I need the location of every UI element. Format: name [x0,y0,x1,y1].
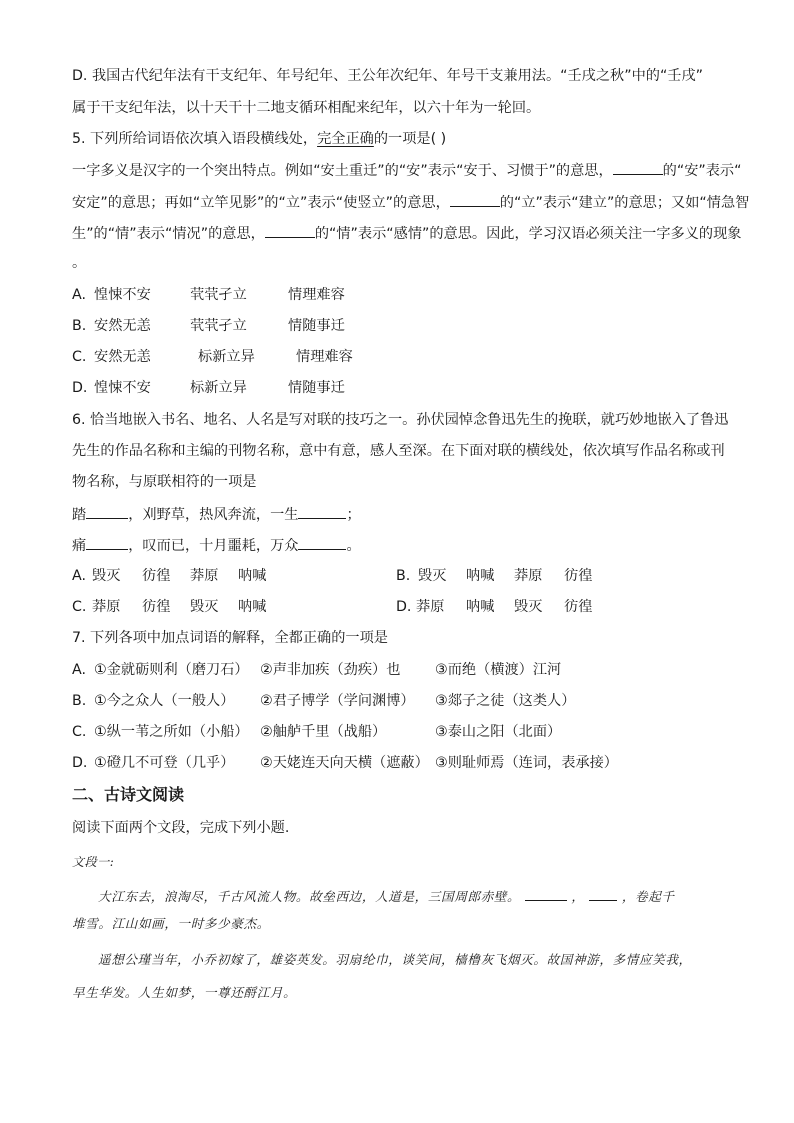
option-word: 标新立异 [198,349,255,365]
option-word: 呐喊 [466,599,495,615]
option-word: 惶悚不安 [94,380,151,396]
q5-text: 安定”的意思；再如“立竿见影”的“立”表示“使竖立”的意思， [72,195,450,211]
option-word: 情随事迁 [288,380,345,396]
q5-stem-part1: 5. 下列所给词语依次填入语段横线处， [72,131,318,147]
q5-text: 生”的“情”表示“情况”的意思， [72,226,265,242]
poem-stanza2-line1: 遥想公瑾当年，小乔初嫁了，雄姿英发。羽扇纶巾，谈笑间，樯橹灰飞烟灭。故国神游，多情应笑我， [98,952,692,967]
couplet-text: ，叹而已，十月噩耗，万众 [128,538,299,554]
option-word: 莽原 [92,599,121,615]
q6-couplet-line1 [72,504,361,525]
q6-stem-line3: 物名称，与原联相符的一项是 [72,474,257,490]
couplet-blank[interactable] [298,535,346,550]
q6-stem-line2: 先生的作品名称和主编的刊物名称，意中有意，感人至深。在下面对联的横线处，依次填写作品名称或刊 [72,443,725,459]
section-intro: 阅读下面两个文段，完成下列小题. [72,820,290,836]
couplet-text: ； [346,507,361,523]
option-label: A. [72,568,86,584]
q5-stem [72,129,446,149]
option-word: 呐喊 [466,568,495,584]
q5-blank-1[interactable] [613,160,663,175]
option-item: ③而绝（横渡）江河 [435,662,562,678]
q7-stem: 7. 下列各项中加点词语的解释，全都正确的一项是 [72,630,388,646]
option-word: 呐喊 [238,568,267,584]
option-word: 惶悚不安 [94,287,151,303]
option-item: ③则耻师焉（连词，表承接） [435,755,618,771]
poem-text: 大江东去，浪淘尽，千古风流人物。故垒西边，人道是，三国周郎赤壁。 [98,889,521,904]
q4-option-d-line1: D. 我国古代纪年法有干支纪年、年号纪年、王公年次纪年、年号干支兼用法。“壬戌之秋”中的“壬戌” [72,68,704,84]
q5-stem-emphasis: 完全正确 [317,131,374,147]
poem-blank[interactable] [589,888,617,901]
couplet-text: ，刈野草，热风奔流，一生 [128,507,299,523]
option-label: A. [72,287,86,303]
q6-stem-line1: 6. 恰当地嵌入书名、地名、人名是写对联的技巧之一。孙伏园悼念鲁迅先生的挽联，就巧妙地嵌入了鲁迅 [72,412,729,428]
option-word: 情理难容 [288,287,345,303]
q5-paragraph-line2 [72,192,749,213]
option-word: 彷徨 [142,568,171,584]
couplet-text: 。 [346,538,361,554]
q5-paragraph-line3 [72,223,741,244]
poem-stanza1-line1 [98,887,675,907]
q5-paragraph-line4: 。 [72,255,87,271]
couplet-text: 痛 [72,538,87,554]
option-word: 情理难容 [296,349,353,365]
option-item: ①金就砺则利（磨刀石） [94,662,249,678]
poem-text: ， [571,889,585,904]
option-label: D. [72,755,88,771]
option-item: ①磴几不可登（几乎） [94,755,235,771]
option-word: 彷徨 [142,599,171,615]
couplet-blank[interactable] [86,504,128,519]
option-label: C. [72,599,87,615]
option-word: 茕茕孑立 [190,287,247,303]
poem-blank[interactable] [525,888,567,901]
option-word: 莽原 [190,568,219,584]
option-item: ②君子博学（学问渊博） [260,693,415,709]
option-word: 彷徨 [564,568,593,584]
option-word: 标新立异 [190,380,247,396]
couplet-blank[interactable] [86,535,128,550]
option-word: 莽原 [416,599,445,615]
option-item: ①今之众人（一般人） [94,693,235,709]
passage1-label: 文段一: [72,855,115,869]
q4-option-d-line2: 属于干支纪年法，以十天干十二地支循环相配来纪年，以六十年为一轮回。 [72,100,541,116]
poem-stanza2-line2: 早生华发。人生如梦，一尊还酹江月。 [72,985,297,1000]
option-label: D. [72,380,88,396]
q5-paragraph-line1 [72,160,741,181]
q5-blank-3[interactable] [265,223,315,238]
option-item: ②声非加疾（劲疾）也 [260,662,401,678]
q6-couplet-line2 [72,535,361,556]
option-item: ①纵一苇之所如（小船） [94,724,249,740]
q5-stem-part2: 的一项是( ) [373,131,447,147]
option-word: 彷徨 [564,599,593,615]
option-label: C. [72,349,87,365]
option-word: 安然无恙 [94,318,151,334]
option-label: B. [396,568,411,584]
q5-text: 的“安”表示“ [662,163,742,179]
option-word: 茕茕孑立 [190,318,247,334]
couplet-text: 踏 [72,507,87,523]
option-label: B. [72,693,87,709]
option-word: 毁灭 [92,568,121,584]
option-label: D. [396,599,412,615]
q5-text: 一字多义是汉字的一个突出特点。例如“安土重迁”的“安”表示“安于、习惯于”的意思， [72,163,613,179]
q5-text: 的“立”表示“建立”的意思；又如“情急智 [499,195,750,211]
option-label: A. [72,662,86,678]
option-word: 毁灭 [190,599,219,615]
q5-text: 的“情”表示“感情”的意思。因此，学习汉语必须关注一字多义的现象 [314,226,742,242]
option-word: 情随事迁 [288,318,345,334]
option-label: C. [72,724,87,740]
q5-blank-2[interactable] [450,192,500,207]
option-label: B. [72,318,87,334]
option-word: 安然无恙 [94,349,151,365]
option-item: ②天姥连天向天横（遮蔽） [260,755,429,771]
option-word: 莽原 [514,568,543,584]
option-word: 呐喊 [238,599,267,615]
option-word: 毁灭 [514,599,543,615]
poem-stanza1-line2: 堆雪。江山如画，一时多少豪杰。 [72,916,270,931]
couplet-blank[interactable] [298,504,346,519]
option-item: ③泰山之阳（北面） [435,724,562,740]
poem-text: ，卷起千 [621,889,675,904]
option-word: 毁灭 [418,568,447,584]
option-item: ③郯子之徒（这类人） [435,693,576,709]
section-title: 二、古诗文阅读 [72,785,185,804]
option-item: ②舳舻千里（战船） [260,724,387,740]
